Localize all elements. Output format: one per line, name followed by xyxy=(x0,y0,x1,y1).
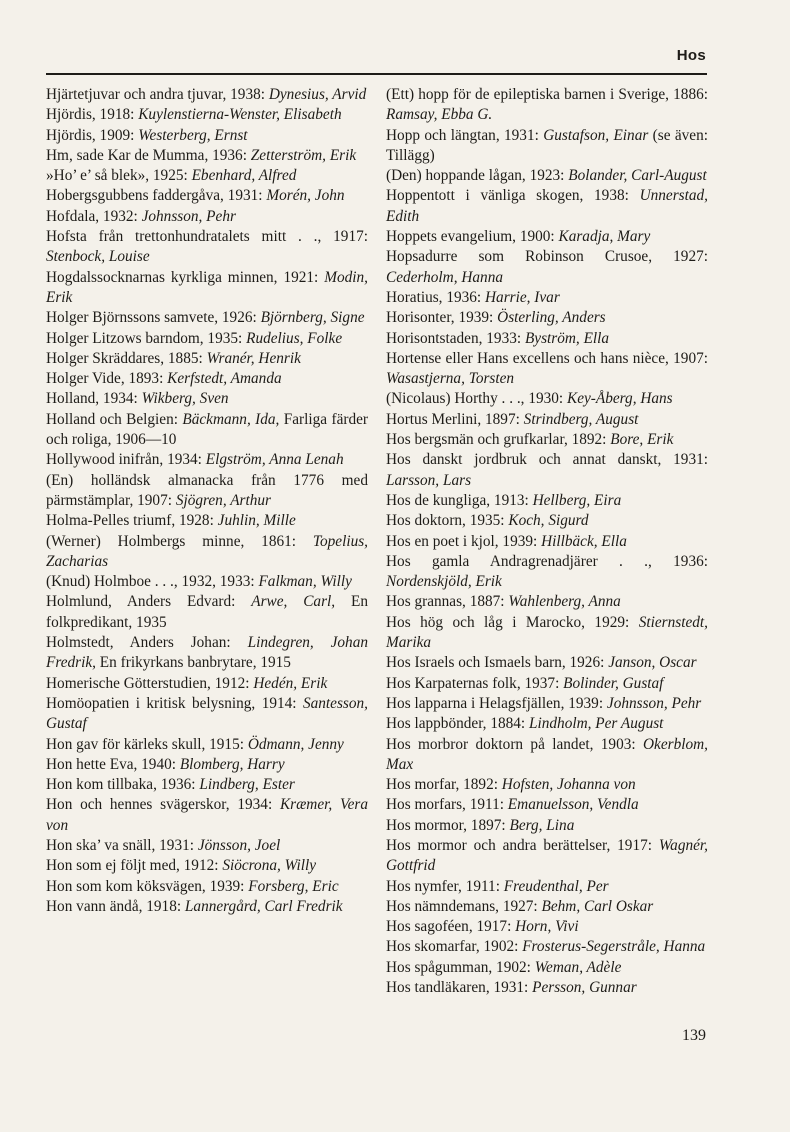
entry-author: Sjögren, Arthur xyxy=(175,491,271,509)
entry-author: Lindberg, Ester xyxy=(199,776,295,794)
entry-title: (Ett) hopp för de epileptiska barnen i Sverige, 1886: xyxy=(386,86,708,103)
entry-title: (Den) hoppande lågan, 1923: xyxy=(386,167,569,185)
entry-author: Hellberg, Eira xyxy=(532,491,622,509)
entry-author: Blomberg, Harry xyxy=(179,755,285,773)
entry-title: Hoppets evangelium, 1900: xyxy=(386,228,559,246)
index-entry xyxy=(386,795,708,815)
left-column xyxy=(46,85,368,917)
index-entry xyxy=(46,511,368,531)
index-entry xyxy=(46,349,368,369)
index-entry xyxy=(46,166,368,186)
entry-title: Hon hette Eva, 1940: xyxy=(46,755,180,773)
entry-author: Santesson, Gustaf xyxy=(46,694,368,733)
index-entry xyxy=(386,836,708,877)
entry-author: Falkman, Willy xyxy=(258,573,352,591)
entry-title: Holger Skräddares, 1885: xyxy=(46,349,207,367)
entry-title: Hon gav för kärleks skull, 1915: xyxy=(46,735,248,753)
entry-author: Zetterström, Erik xyxy=(250,146,357,164)
index-entry xyxy=(386,532,708,552)
entry-title: Hofdala, 1932: xyxy=(46,207,142,225)
index-entry xyxy=(386,389,708,409)
entry-author: Unnerstad, Edith xyxy=(386,187,708,225)
index-entry xyxy=(386,491,708,511)
index-entry xyxy=(46,227,368,268)
entry-author: Kuylenstierna-Wenster, Elisabeth xyxy=(138,106,342,124)
entry-author: Behm, Carl Oskar xyxy=(541,897,654,915)
entry-title: Hos sagoféen, 1917: xyxy=(386,918,516,936)
entry-title: Hos gamla Andragrenadjärer . ., 1936: xyxy=(386,552,708,570)
index-entry xyxy=(46,836,368,856)
entry-author: Ebenhard, Alfred xyxy=(191,167,297,185)
index-entry xyxy=(386,410,708,430)
index-entry xyxy=(46,410,368,451)
entry-author: Bolinder, Gustaf xyxy=(563,674,664,692)
index-entry xyxy=(46,674,368,694)
index-entry xyxy=(46,450,368,470)
entry-title: Hon vann ändå, 1918: xyxy=(46,897,185,915)
entry-author: Wranér, Henrik xyxy=(206,349,301,367)
index-entry xyxy=(46,897,368,917)
entry-author: Wikberg, Sven xyxy=(141,390,229,408)
entry-author: Wahlenberg, Anna xyxy=(508,593,621,611)
entry-title: Hos mormor, 1897: xyxy=(386,816,510,834)
entry-title: Hon ska’ va snäll, 1931: xyxy=(46,836,198,854)
entry-author: Österling, Anders xyxy=(497,309,606,327)
entry-author: Koch, Sigurd xyxy=(508,512,589,530)
entry-author: Arwe, Carl, xyxy=(251,593,336,611)
entry-author: Gustafson, Einar xyxy=(543,126,649,144)
index-entry xyxy=(46,146,368,166)
entry-author: Jönsson, Joel xyxy=(197,836,281,854)
index-entry xyxy=(386,653,708,673)
entry-title: Hofsta från trettonhundratalets mitt . ., 1917: xyxy=(46,228,368,246)
entry-title: Holger Björnssons samvete, 1926: xyxy=(46,309,261,327)
page-number: 139 xyxy=(682,1027,706,1044)
right-column xyxy=(386,85,708,998)
entry-author: Modin, Erik xyxy=(46,268,368,306)
entry-author: Morén, John xyxy=(266,187,345,205)
entry-author: Wasastjerna, Torsten xyxy=(386,370,515,388)
entry-title: Hollywood inifrån, 1934: xyxy=(46,451,206,469)
entry-title: Hos mormor och andra berättelser, 1917: xyxy=(386,836,659,854)
entry-title: Hjördis, 1909: xyxy=(46,126,139,144)
entry-title: Hon som kom köksvägen, 1939: xyxy=(46,877,249,895)
entry-title: Hoppentott i vänliga skogen, 1938: xyxy=(386,187,640,205)
entry-author: Westerberg, Ernst xyxy=(138,126,248,144)
entry-author: Janson, Oscar xyxy=(608,654,697,672)
entry-title: Hos grannas, 1887: xyxy=(386,593,509,611)
entry-title: Hos doktorn, 1935: xyxy=(386,512,509,530)
entry-title: Hopp och längtan, 1931: xyxy=(386,126,544,144)
entry-author: Harrie, Ivar xyxy=(485,288,560,306)
header-rule xyxy=(46,73,707,75)
entry-author: Bäckmann, Ida, xyxy=(182,410,280,428)
entry-author: Dynesius, Arvid xyxy=(268,86,367,103)
index-entry xyxy=(46,85,368,105)
entry-title: Horatius, 1936: xyxy=(386,288,485,306)
index-entry xyxy=(386,775,708,795)
entry-title: Holger Litzows barndom, 1935: xyxy=(46,329,247,347)
entry-title: (Werner) Holmbergs minne, 1861: xyxy=(46,532,313,550)
index-entry xyxy=(46,186,368,206)
index-entry xyxy=(386,85,708,126)
index-entry xyxy=(46,735,368,755)
index-entry xyxy=(386,329,708,349)
index-entry xyxy=(386,349,708,390)
entry-title: Hon kom tillbaka, 1936: xyxy=(46,776,200,794)
entry-author: Lannergård, Carl Fredrik xyxy=(184,897,343,915)
index-entry xyxy=(386,592,708,612)
entry-title: Hortense eller Hans excellens och hans nièce, 1907: xyxy=(386,349,708,367)
index-entry xyxy=(46,856,368,876)
index-entry xyxy=(386,126,708,167)
entry-title: Holmlund, Anders Edvard: xyxy=(46,593,252,611)
index-entry xyxy=(386,877,708,897)
entry-title: Holma-Pelles triumf, 1928: xyxy=(46,512,218,530)
entry-title: Holland, 1934: xyxy=(46,390,142,408)
entry-author: Weman, Adèle xyxy=(534,958,622,976)
entry-author: Ödmann, Jenny xyxy=(247,735,344,753)
entry-title: Hos morfars, 1911: xyxy=(386,796,508,814)
index-entry xyxy=(386,511,708,531)
index-entry xyxy=(46,755,368,775)
entry-title: Homöopatien i kritisk belysning, 1914: xyxy=(46,694,303,712)
entry-author: Siöcrona, Willy xyxy=(222,857,317,875)
index-entry xyxy=(386,978,708,998)
entry-title: »Ho’ e’ så blek», 1925: xyxy=(46,167,192,185)
entry-author: Johnsson, Pehr xyxy=(606,694,702,712)
index-entry xyxy=(386,816,708,836)
entry-author: Hedén, Erik xyxy=(253,674,328,692)
entry-title: Hos lapparna i Helagsfjällen, 1939: xyxy=(386,694,607,712)
entry-title: Hos Karpaternas folk, 1937: xyxy=(386,674,564,692)
index-entry xyxy=(386,247,708,288)
entry-title: Hos bergsmän och grufkarlar, 1892: xyxy=(386,431,611,449)
entry-title: Hos hög och låg i Marocko, 1929: xyxy=(386,613,639,631)
entry-title: Hos en poet i kjol, 1939: xyxy=(386,532,542,550)
index-entry xyxy=(46,471,368,512)
index-entry xyxy=(46,572,368,592)
entry-author: Karadja, Mary xyxy=(558,228,651,246)
entry-title: Hjördis, 1918: xyxy=(46,106,139,124)
entry-author: Juhlin, Mille xyxy=(217,512,296,530)
entry-title: (En) holländsk almanacka från 1776 med pärmstämplar, 1907: xyxy=(46,471,368,509)
entry-title: Horisontstaden, 1933: xyxy=(386,329,525,347)
entry-title: Hos de kungliga, 1913: xyxy=(386,491,533,509)
entry-author: Persson, Gunnar xyxy=(532,979,637,997)
page-header-guide-word: Hos xyxy=(676,47,706,64)
entry-author: Lindholm, Per August xyxy=(529,715,664,733)
index-entry xyxy=(46,775,368,795)
index-entry xyxy=(46,207,368,227)
entry-title: (Knud) Holmboe . . ., 1932, 1933: xyxy=(46,573,259,591)
index-entry xyxy=(386,897,708,917)
entry-extra: En folkpredikant, 1935 xyxy=(46,593,368,631)
entry-author: Bolander, Carl-August xyxy=(568,167,707,185)
entry-author: Horn, Vivi xyxy=(515,918,579,936)
entry-title: Horisonter, 1939: xyxy=(386,309,498,327)
index-entry xyxy=(46,389,368,409)
entry-author: Nordenskjöld, Erik xyxy=(386,573,502,591)
entry-extra: En frikyrkans banbrytare, 1915 xyxy=(95,654,291,672)
entry-author: Johnsson, Pehr xyxy=(141,207,236,225)
entry-author: Key-Åberg, Hans xyxy=(567,390,673,408)
entry-title: Hogdalssocknarnas kyrkliga minnen, 1921: xyxy=(46,268,325,286)
entry-author: Okerblom, Max xyxy=(386,735,708,773)
entry-title: Hon och hennes svägerskor, 1934: xyxy=(46,796,280,814)
entry-author: Hillbäck, Ella xyxy=(541,532,627,550)
index-entry xyxy=(386,450,708,491)
entry-title: Hos morbror doktorn på landet, 1903: xyxy=(386,735,643,753)
index-entry xyxy=(386,613,708,654)
index-entry xyxy=(46,532,368,573)
entry-title: Holmstedt, Anders Johan: xyxy=(46,634,248,652)
entry-author: Stenbock, Louise xyxy=(46,248,150,266)
index-entry xyxy=(46,126,368,146)
entry-author: Ramsay, Ebba G. xyxy=(386,106,493,124)
entry-title: Holland och Belgien: xyxy=(46,410,183,428)
entry-title: Hopsadurre som Robinson Crusoe, 1927: xyxy=(386,248,708,266)
entry-author: Stiernstedt, Marika xyxy=(386,613,708,652)
entry-author: Bore, Erik xyxy=(610,431,674,449)
index-entry xyxy=(386,166,708,186)
index-entry xyxy=(46,592,368,633)
index-entry xyxy=(386,227,708,247)
entry-title: Hos tandläkaren, 1931: xyxy=(386,979,533,997)
index-entry xyxy=(46,308,368,328)
entry-title: Hos nymfer, 1911: xyxy=(386,877,504,895)
entry-author: Larsson, Lars xyxy=(386,471,472,489)
entry-title: Hos skomarfar, 1902: xyxy=(386,938,523,956)
entry-author: Wagnér, Gottfrid xyxy=(386,836,708,875)
index-entry xyxy=(46,877,368,897)
entry-author: Björnberg, Signe xyxy=(260,309,365,327)
entry-author: Kræmer, Vera von xyxy=(46,796,368,834)
index-entry xyxy=(386,917,708,937)
index-entry xyxy=(386,958,708,978)
entry-author: Kerfstedt, Amanda xyxy=(167,370,282,388)
entry-title: Hortus Merlini, 1897: xyxy=(386,410,524,428)
index-entry xyxy=(46,369,368,389)
entry-title: Hon som ej följt med, 1912: xyxy=(46,857,223,875)
index-entry xyxy=(386,552,708,593)
index-entry xyxy=(386,288,708,308)
entry-extra: Farliga färder och roliga, 1906—10 xyxy=(46,410,368,449)
entry-title: Homerische Götterstudien, 1912: xyxy=(46,674,254,692)
index-entry xyxy=(386,694,708,714)
index-entry xyxy=(46,694,368,735)
entry-author: Strindberg, August xyxy=(523,410,639,428)
entry-author: Berg, Lina xyxy=(509,816,575,834)
entry-author: Emanuelsson, Vendla xyxy=(507,796,639,814)
index-entry xyxy=(386,937,708,957)
entry-title: Hos nämndemans, 1927: xyxy=(386,897,542,915)
entry-title: Hos morfar, 1892: xyxy=(386,776,502,794)
index-entry xyxy=(46,633,368,674)
entry-author: Forsberg, Eric xyxy=(248,877,339,895)
entry-title: Hos Israels och Ismaels barn, 1926: xyxy=(386,654,609,672)
entry-author: Cederholm, Hanna xyxy=(386,268,503,286)
index-entry xyxy=(386,186,708,227)
entry-title: (Nicolaus) Horthy . . ., 1930: xyxy=(386,390,567,408)
entry-author: Elgström, Anna Lenah xyxy=(205,451,344,469)
entry-title: Hjärtetjuvar och andra tjuvar, 1938: xyxy=(46,86,269,103)
index-entry xyxy=(386,430,708,450)
entry-title: Hos lappbönder, 1884: xyxy=(386,715,529,733)
index-entry xyxy=(46,329,368,349)
index-entry xyxy=(386,735,708,776)
entry-author: Rudelius, Folke xyxy=(246,329,343,347)
entry-title: Hm, sade Kar de Mumma, 1936: xyxy=(46,146,251,164)
entry-author: Lindegren, Johan Fredrik, xyxy=(46,634,368,672)
entry-title: Hos danskt jordbruk och annat danskt, 1931: xyxy=(386,451,708,469)
entry-extra: (se även: Tillägg) xyxy=(386,126,708,164)
index-entry xyxy=(46,105,368,125)
entry-author: Frosterus-Segerstråle, Hanna xyxy=(522,938,706,956)
entry-title: Hos spågumman, 1902: xyxy=(386,958,535,976)
entry-author: Byström, Ella xyxy=(524,329,610,347)
index-entry xyxy=(386,714,708,734)
entry-author: Topelius, Zacharias xyxy=(46,532,368,570)
entry-author: Freudenthal, Per xyxy=(503,877,609,895)
index-entry xyxy=(386,674,708,694)
index-entry xyxy=(386,308,708,328)
entry-title: Holger Vide, 1893: xyxy=(46,370,168,388)
entry-title: Hobergsgubbens faddergåva, 1931: xyxy=(46,187,267,205)
index-entry xyxy=(46,795,368,836)
index-entry xyxy=(46,268,368,309)
entry-author: Hofsten, Johanna von xyxy=(501,776,636,794)
